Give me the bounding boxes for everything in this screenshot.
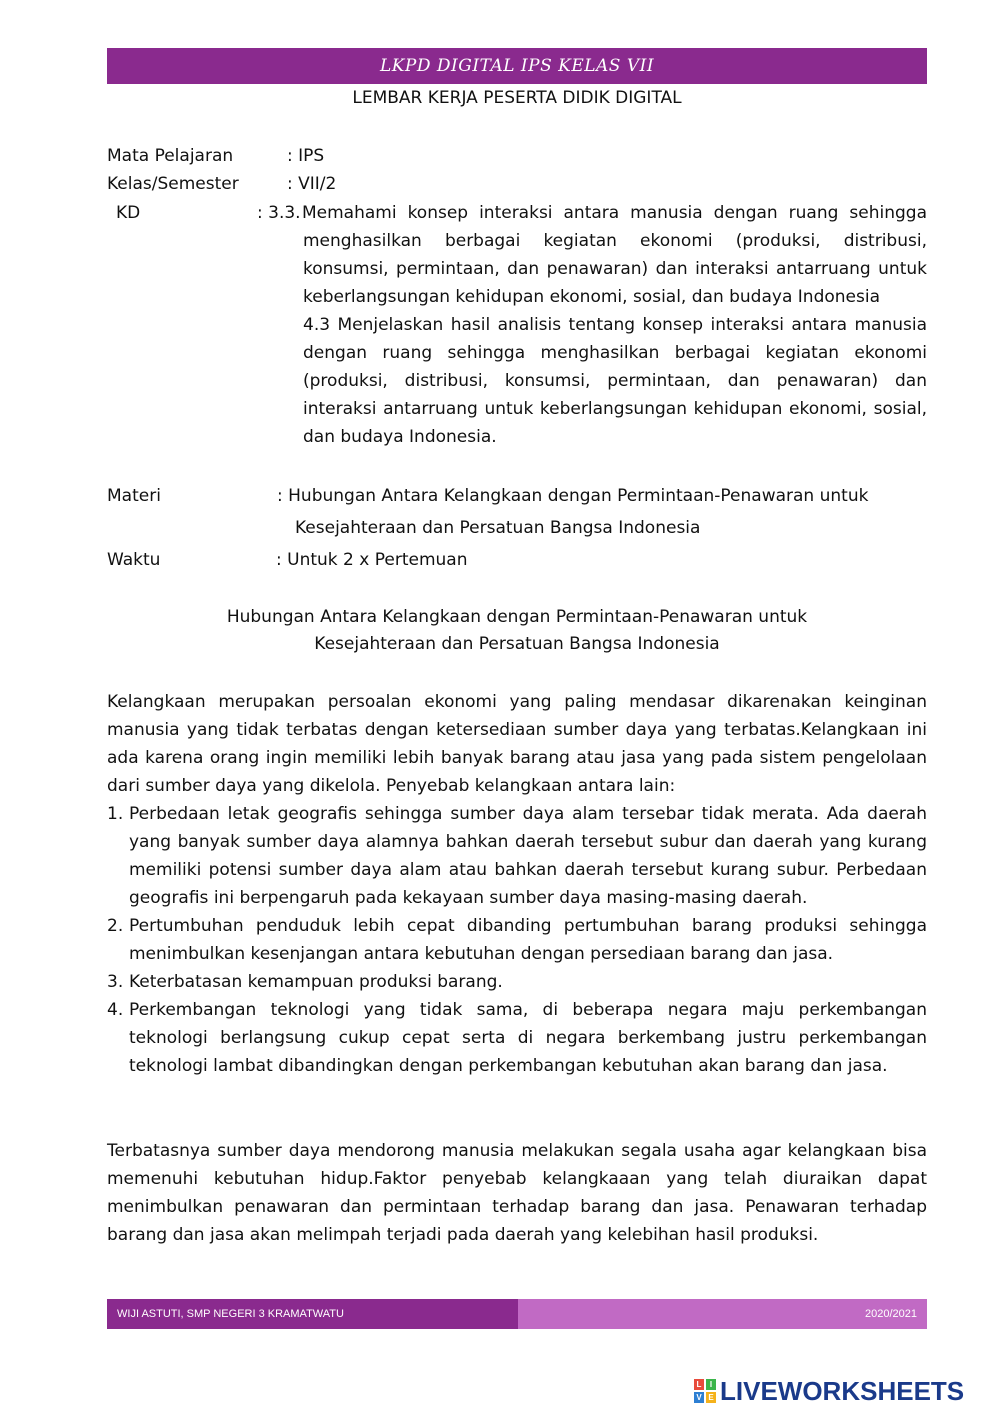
list-item [107,968,927,996]
brand-mark-e: E [706,1392,716,1403]
causes-list [107,800,927,1080]
brand-mark-icon [694,1379,716,1403]
list-item [107,996,927,1080]
document-title: LEMBAR KERJA PESERTA DIDIK DIGITAL [352,88,682,108]
list-text: Perkembangan teknologi yang tidak sama, di beberapa negara maju perkembangan teknologi berlangsung cukup cepat serta di negara berkembang justru perkembangan teknologi lambat dibandingkan dengan perkembangan kebutuhan akan barang dan jasa. [129,1000,927,1076]
subject-value: : IPS [287,146,325,166]
list-item [107,912,927,968]
closing-paragraph: Terbatasnya sumber daya mendorong manusia melakukan segala usaha agar kelangkaan bisa memenuhi kebutuhan hidup.Faktor penyebab kelangkaaan yang telah diuraikan dapat menimbulkan penawaran dan permintaan terhadap barang dan jasa. Penawaran terhadap barang dan jasa akan melimpah terjadi pada daerah yang kelebihan hasil produksi. [107,1141,927,1245]
brand-mark-v: V [694,1392,704,1403]
class-value: : VII/2 [287,174,337,194]
brand-mark-i: I [706,1379,716,1390]
footer-year: 2020/2021 [518,1299,927,1329]
list-text: Perbedaan letak geografis sehingga sumber daya alam tersebar tidak merata. Ada daerah yang banyak sumber daya alamnya bahkan daerah tersebut subur dan daerah yang kurang memiliki potensi sumber daya alam atau bahkan daerah tersebut kurang subur. Perbedaan geografis ini berpengaruh pada kekayaan sumber daya masing-masing daerah. [129,804,927,908]
brand-mark-l: L [694,1379,704,1390]
subject-label: Mata Pelajaran [107,146,234,166]
content-heading-line1: Hubungan Antara Kelangkaan dengan Permintaan-Penawaran untuk [226,607,808,627]
list-number: 1. [107,804,124,824]
footer-author: WIJI ASTUTI, SMP NEGERI 3 KRAMATWATU [107,1299,518,1329]
kd-label: KD [116,203,141,223]
waktu-label: Waktu [107,550,161,570]
list-text: Pertumbuhan penduduk lebih cepat dibanding pertumbuhan barang produksi sehingga menimbulkan kesenjangan antara kebutuhan dengan persediaan barang dan jasa. [129,916,927,964]
kd-text [303,199,927,451]
liveworksheets-logo[interactable] [694,1376,964,1406]
list-number: 2. [107,916,124,936]
list-number: 4. [107,1000,124,1020]
materi-value-line1: : Hubungan Antara Kelangkaan dengan Permintaan-Penawaran untuk [277,486,869,506]
waktu-value: : Untuk 2 x Pertemuan [276,550,468,570]
kd-3-3: Memahami konsep interaksi antara manusia dengan ruang sehingga menghasilkan berbagai kegiatan ekonomi (produksi, distribusi, konsumsi, permintaan, dan penawaran) dan interaksi antarruang untuk keberlangsungan kehidupan ekonomi, sosial, dan budaya Indonesia [302,203,927,307]
intro-paragraph: Kelangkaan merupakan persoalan ekonomi yang paling mendasar dikarenakan keinginan manusia yang tidak terbatas dengan ketersediaan sumber daya yang terbatas.Kelangkaan ini ada karena orang ingin memiliki lebih banyak barang atau jasa yang pada sistem pengelolaan dari sumber daya yang dikelola. Penyebab kelangkaan antara lain: [107,692,927,796]
materi-block [107,482,927,572]
header-band: LKPD DIGITAL IPS KELAS VII [107,48,927,84]
kd-4-3: 4.3 Menjelaskan hasil analisis tentang konsep interaksi antara manusia dengan ruang sehingga menghasilkan berbagai kegiatan ekonomi (produksi, distribusi, konsumsi, permintaan, dan penawaran) dan interaksi antarruang untuk keberlangsungan kehidupan ekonomi, sosial, dan budaya Indonesia. [303,315,927,447]
class-label: Kelas/Semester [107,174,239,194]
brand-name: LIVEWORKSHEETS [720,1375,965,1406]
list-number: 3. [107,972,124,992]
content-heading-line2: Kesejahteraan dan Persatuan Bangsa Indonesia [314,634,720,654]
kd-prefix: : 3.3. [257,203,301,223]
materi-value-line2: Kesejahteraan dan Persatuan Bangsa Indonesia [295,518,701,538]
page-footer [107,1299,927,1329]
materi-label: Materi [107,486,161,506]
list-item [107,800,927,912]
list-text: Keterbatasan kemampuan produksi barang. [129,972,503,992]
content-heading [107,604,927,658]
